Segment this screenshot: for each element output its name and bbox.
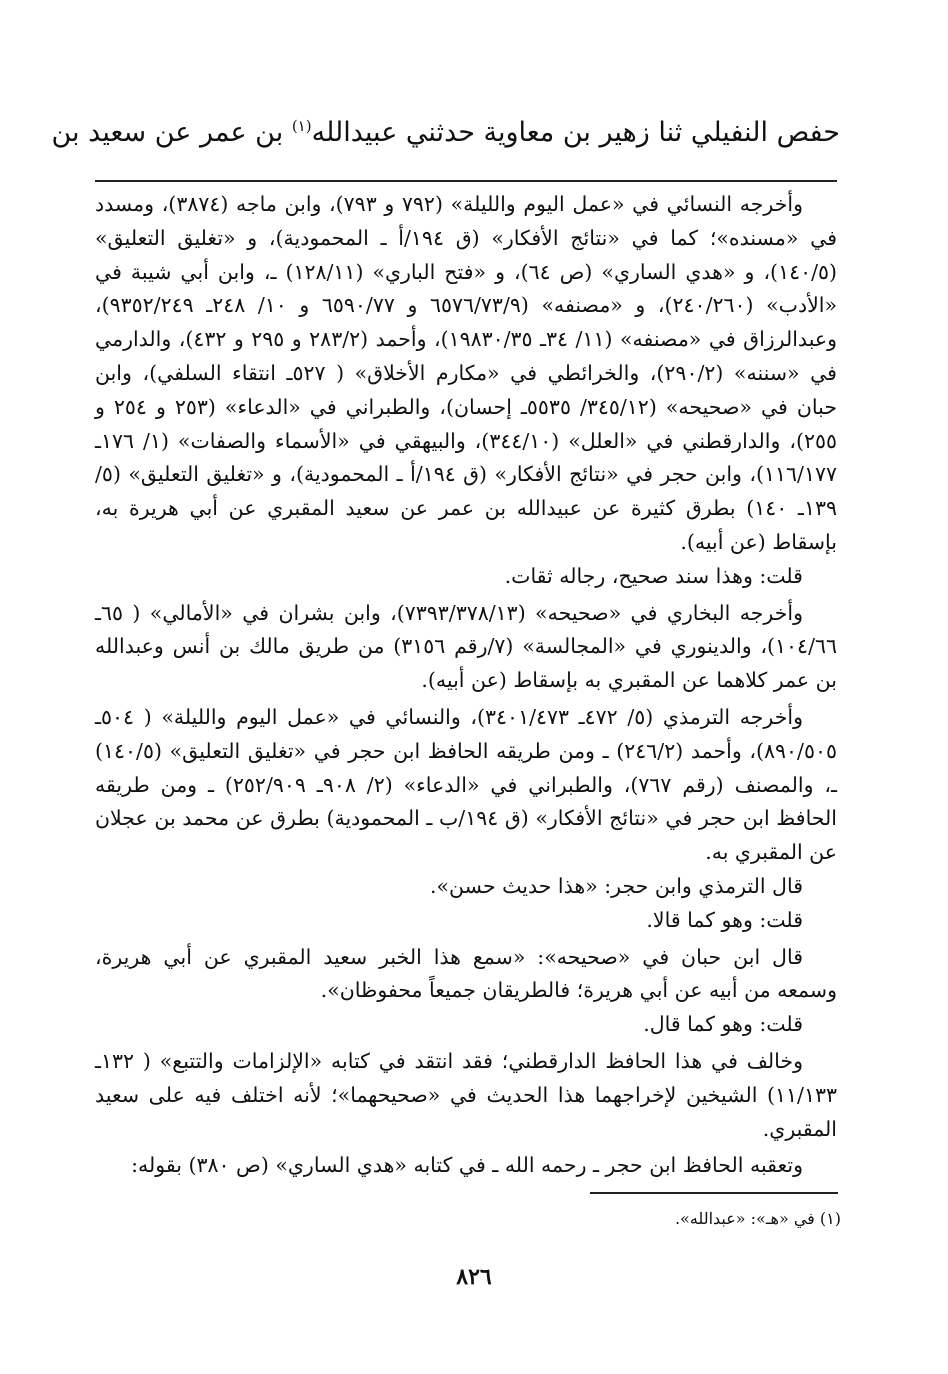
footnote-rule — [590, 1192, 838, 1194]
paragraph-ibn-hajar: وتعقبه الحافظ ابن حجر ـ رحمه الله ـ في كتابه «هدي الساري» (ص ٣٨٠) بقوله: — [131, 1153, 803, 1178]
continuation-line — [51, 104, 840, 155]
paragraph-verdict-3: قلت: وهو كما قال. — [643, 1012, 803, 1037]
header-text-after: بن عمر عن سعيد بن — [51, 117, 292, 148]
footnote-marker: (١) — [291, 117, 312, 135]
page-number: ٨٢٦ — [456, 1264, 492, 1290]
commentary-body — [95, 188, 837, 1183]
paragraph-takhrij-2: وأخرجه البخاري في «صحيحه» (٧٣٩٣/٣٧٨/١٣)، وابن بشران في «الأمالي» ( ٦٥ـ ١٠٤/٦٦)، والدينوري في «المجالسة» (٧/رقم ٣١٥٦) من طريق مالك بن أنس وعبدالله بن عمر كلاهما عن المقبري به بإسقاط (عن أبيه). — [95, 600, 837, 693]
paragraph-takhrij-1: وأخرجه النسائي في «عمل اليوم والليلة» (٧٩٢ و ٧٩٣)، وابن ماجه (٣٨٧٤)، ومسدد في «مسنده»؛ كما في «نتائج الأفكار» (ق ١٩٤/أ ـ المحمودية)، و «تغليق التعليق» (١٤٠/٥)، و «هدي الساري» (ص ٦٤)، و «فتح الباري» (١٢٨/١١) ـ، وابن أبي شيبة في «الأدب» (٢٤٠/٢٦٠)، و «مصنفه» (٦٥٧٦/٧٣/٩ و ٦٥٩٠/٧٧ و ١٠/ ٢٤٨ـ ٩٣٥٢/٢٤٩)، وعبدالرزاق في «مصنفه» (١١/ ٣٤ـ ١٩٨٣٠/٣٥)، وأحمد (٢٨٣/٢ و ٢٩٥ و ٤٣٢)، والدارمي في «سننه» (٢٩٠/٢)، والخرائطي في «مكارم الأخلاق» ( ٥٢٧ـ انتقاء السلفي)، وابن حبان في «صحيحه» (٣٤٥/١٢/ ٥٥٣٥ـ إحسان)، والطبراني في «الدعاء» (٢٥٣ و ٢٥٤ و ٢٥٥)، والدارقطني في «العلل» (٣٤٤/١٠)، والبيهقي في «الأسماء والصفات» (١/ ١٧٦ـ ١١٦/١٧٧)، وابن حجر في «نتائج الأفكار» (ق ١٩٤/أ ـ المحمودية)، و «تغليق التعليق» (٥/ ١٣٩ـ ١٤٠) بطرق كثيرة عن عبيدالله بن عمر عن سعيد المقبري عن أبي هريرة به، بإسقاط (عن أبيه). — [95, 192, 838, 554]
paragraph-daraqutni: وخالف في هذا الحافظ الدارقطني؛ فقد انتقد في كتابه «الإلزامات والتتبع» ( ١٣٢ـ ١١/١٣٣) الشيخين لإخراجهما هذا الحديث في «صحيحهما»؛ لأنه اختلف فيه على سعيد المقبري. — [95, 1048, 837, 1141]
header-text: حفص النفيلي ثنا زهير بن معاوية حدثني عبيدالله — [311, 117, 840, 148]
paragraph-ibn-hibban: قال ابن حبان في «صحيحه»: «سمع هذا الخبر سعيد المقبري عن أبي هريرة، وسمعه من أبيه عن أبي هريرة؛ فالطريقان جميعاً محفوظان». — [95, 944, 837, 1003]
footnote: (١) في «هـ»: «عبدالله». — [674, 1209, 841, 1228]
paragraph-verdict-2: قلت: وهو كما قالا. — [646, 907, 803, 932]
paragraph-tirmidhi-ruling: قال الترمذي وابن حجر: «هذا حديث حسن». — [430, 873, 803, 898]
paragraph-takhrij-3: وأخرجه الترمذي (٥/ ٤٧٢ـ ٣٤٠١/٤٧٣)، والنسائي في «عمل اليوم والليلة» ( ٥٠٤ـ ٨٩٠/٥٠٥)، وأحمد (٢٤٦/٢) ـ ومن طريقه الحافظ ابن حجر في «تغليق التعليق» (١٤٠/٥) ـ، والمصنف (رقم ٧٦٧)، والطبراني في «الدعاء» (٢/ ٩٠٨ـ ٢٥٢/٩٠٩) ـ ومن طريقه الحافظ ابن حجر في «نتائج الأفكار» (ق ١٩٤/ب ـ المحمودية) بطرق عن محمد بن عجلان عن المقبري به. — [95, 704, 837, 865]
separator-rule — [95, 180, 837, 182]
paragraph-verdict-1: قلت: وهذا سند صحيح، رجاله ثقات. — [504, 563, 803, 588]
